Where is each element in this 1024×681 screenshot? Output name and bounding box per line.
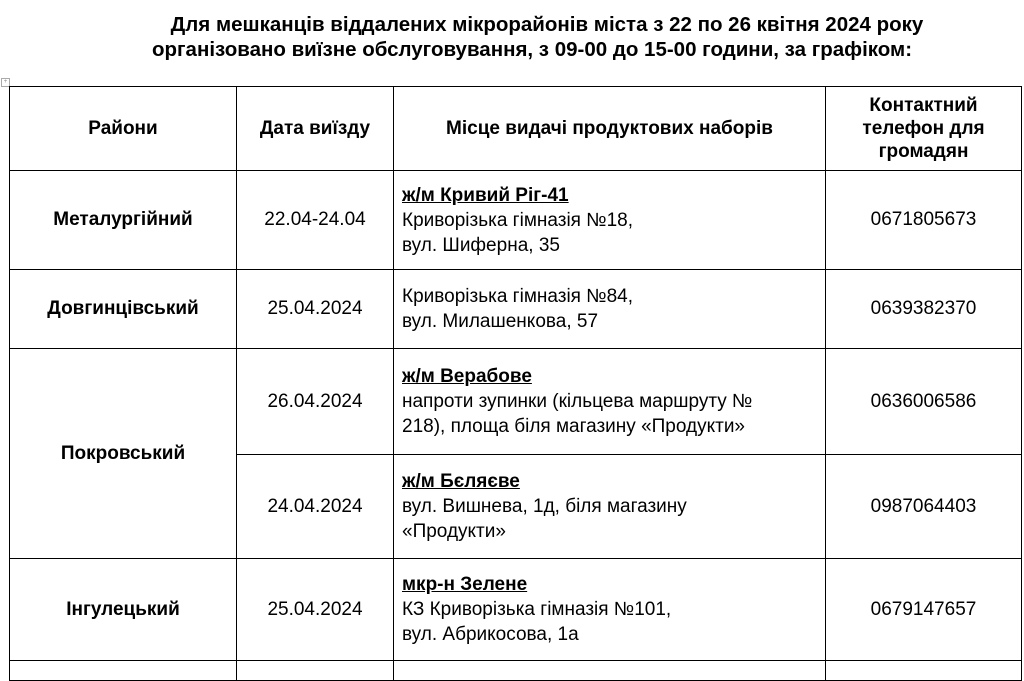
place-line: КЗ Криворізька гімназія №101, [402, 599, 672, 620]
place-line: вул. Шиферна, 35 [402, 234, 560, 256]
table-move-handle-icon[interactable]: + [1, 78, 10, 87]
phone-cell: 0679147657 [826, 559, 1022, 661]
date-cell: 25.04.2024 [237, 559, 394, 661]
place-line: Криворізька гімназія №18, [402, 209, 634, 231]
phone-cell: 0636006586 [826, 349, 1022, 455]
place-line: вул. Милашенкова, 57 [402, 311, 599, 332]
district-cell: Металургійний [10, 171, 237, 270]
heading-line-2: організовано виїзне обслуговування, з 09-00 до 15-00 години, за графіком: [151, 38, 913, 61]
district-cell: Інгулецький [10, 559, 237, 661]
place-cell [394, 455, 826, 559]
header-date: Дата виїзду [237, 87, 394, 171]
place-line: Криворізька гімназія №84, [402, 286, 634, 307]
district-cell: Довгинцівський [10, 270, 237, 349]
header-phone: Контактний телефон для громадян [826, 87, 1022, 171]
place-cell [394, 559, 826, 661]
place-line: напроти зупинки (кільцева маршруту № [402, 391, 753, 412]
header-place: Місце видачі продуктових наборів [394, 87, 826, 171]
place-line: вул. Вишнева, 1д, біля магазину [402, 496, 687, 517]
place-title: ж/м Бєляєве [402, 471, 520, 492]
district-cell: Покровський [10, 349, 237, 559]
place-title: ж/м Кривий Ріг-41 [402, 184, 569, 206]
place-cell [394, 171, 826, 270]
table-header-row [10, 87, 1022, 171]
header-district: Райони [10, 87, 237, 171]
place-line: вул. Абрикосова, 1а [402, 624, 579, 645]
place-title: мкр-н Зелене [402, 574, 528, 595]
heading-line-1: Для мешканців віддалених мікрорайонів міста з 22 по 26 квітня 2024 року [170, 13, 924, 36]
place-cell [394, 270, 826, 349]
phone-cell: 0671805673 [826, 171, 1022, 270]
phone-cell: 0987064403 [826, 455, 1022, 559]
table-row [10, 559, 1022, 661]
date-cell: 22.04-24.04 [237, 171, 394, 270]
phone-cell: 0639382370 [826, 270, 1022, 349]
place-cell [394, 349, 826, 455]
table-row [10, 349, 1022, 455]
schedule-table [9, 86, 1022, 681]
date-cell: 24.04.2024 [237, 455, 394, 559]
place-line: «Продукти» [402, 521, 506, 542]
document-heading [0, 12, 1024, 62]
table-row [10, 171, 1022, 270]
date-cell: 25.04.2024 [237, 270, 394, 349]
place-line: 218), площа біля магазину «Продукти» [402, 416, 746, 437]
place-title: ж/м Верабове [402, 366, 532, 387]
date-cell: 26.04.2024 [237, 349, 394, 455]
table-row [10, 270, 1022, 349]
